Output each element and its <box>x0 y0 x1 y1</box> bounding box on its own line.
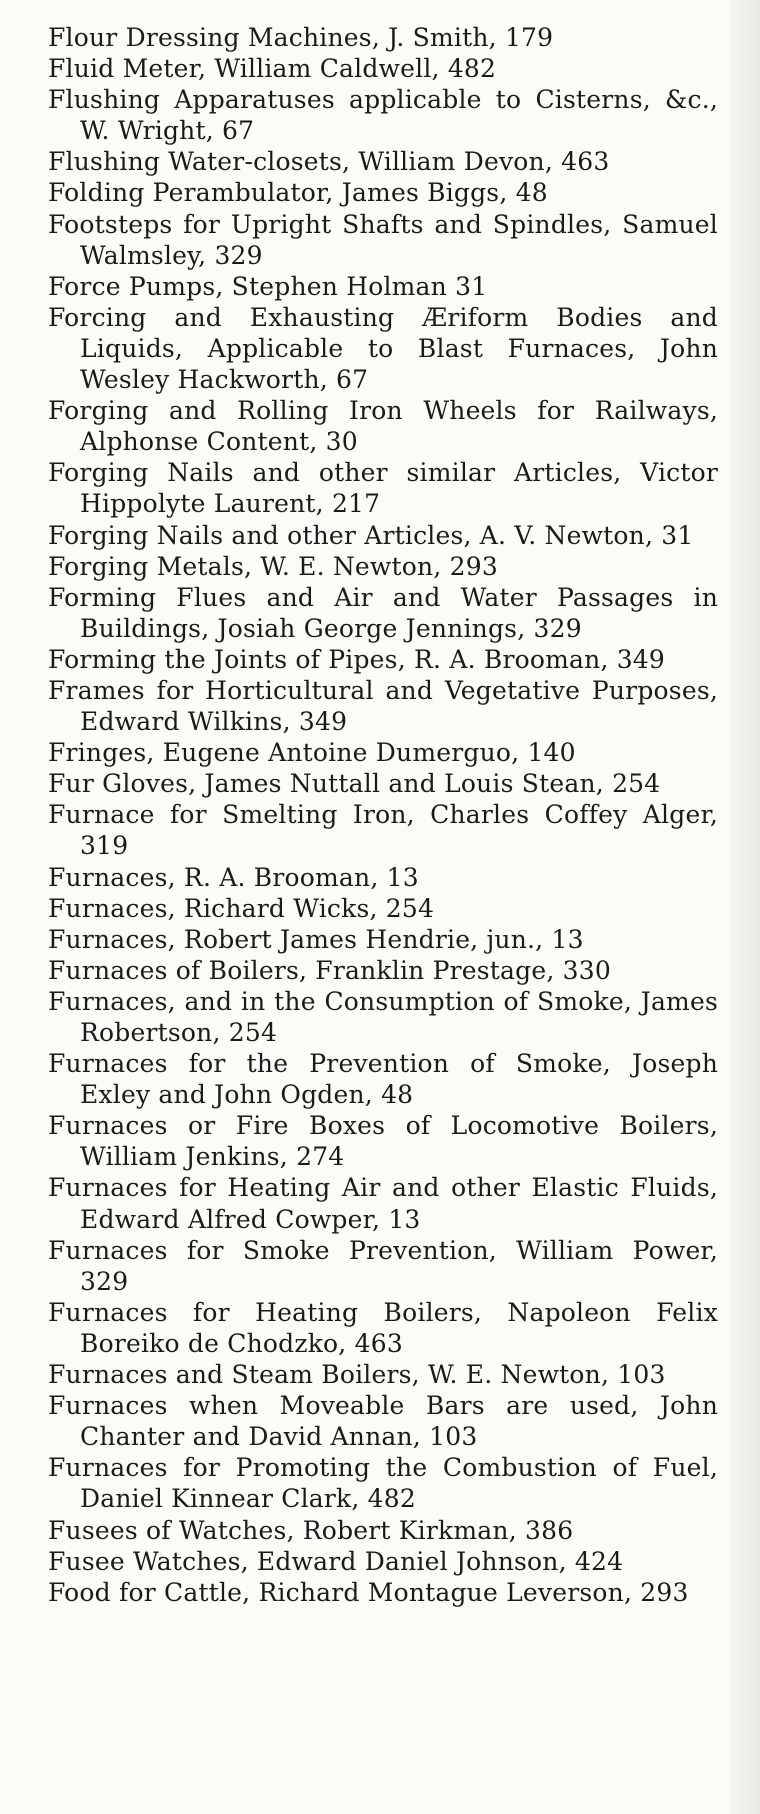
index-entry: Flushing Water-closets, William Devon, 463 <box>48 147 610 177</box>
index-entry: Forging Nails and other Articles, A. V. Newton, 31 <box>48 520 694 550</box>
index-column <box>48 22 718 1608</box>
index-entry: Fusee Watches, Edward Daniel Johnson, 424 <box>48 1546 624 1576</box>
index-entry: Furnaces for Promoting the Combustion of Fuel, Daniel Kinnear Clark, 482 <box>48 1453 718 1514</box>
index-entry: Fluid Meter, William Caldwell, 482 <box>48 54 497 84</box>
index-entry: Furnace for Smelting Iron, Charles Coffey Alger, 319 <box>48 800 718 861</box>
index-entry: Frames for Horticultural and Vegetative Purposes, Edward Wilkins, 349 <box>48 675 718 737</box>
index-entry: Flushing Apparatuses applicable to Cisterns, &c., W. Wright, 67 <box>48 85 718 146</box>
index-entry: Forming the Joints of Pipes, R. A. Brooman, 349 <box>48 644 666 674</box>
index-entry: Furnaces of Boilers, Franklin Prestage, 330 <box>48 955 611 985</box>
index-entry: Fringes, Eugene Antoine Dumerguo, 140 <box>48 738 576 768</box>
index-entry: Furnaces, Robert James Hendrie, jun., 13 <box>48 924 584 954</box>
index-entry: Furnaces for Heating Boilers, Napoleon Felix Boreiko de Chodzko, 463 <box>48 1297 718 1358</box>
page-edge <box>730 0 760 1814</box>
index-entry: Forging Metals, W. E. Newton, 293 <box>48 551 498 581</box>
index-entry: Forcing and Exhausting Æriform Bodies and Liquids, Applicable to Blast Furnaces, John Wesley Hackworth, 67 <box>48 302 718 395</box>
index-entry: Furnaces, and in the Consumption of Smoke, James Robertson, 254 <box>48 986 718 1047</box>
index-entry: Furnaces or Fire Boxes of Locomotive Boilers, William Jenkins, 274 <box>48 1111 718 1172</box>
index-entry: Furnaces for the Prevention of Smoke, Joseph Exley and John Ogden, 48 <box>48 1049 718 1110</box>
index-entry: Forging Nails and other similar Articles, Victor Hippolyte Laurent, 217 <box>48 458 718 519</box>
index-entry: Fur Gloves, James Nuttall and Louis Stean, 254 <box>48 769 661 799</box>
index-entry: Furnaces when Moveable Bars are used, John Chanter and David Annan, 103 <box>48 1391 718 1452</box>
index-entry: Footsteps for Upright Shafts and Spindles, Samuel Walmsley, 329 <box>48 209 718 270</box>
index-entry: Furnaces, R. A. Brooman, 13 <box>48 862 419 892</box>
index-entry: Forming Flues and Air and Water Passages in Buildings, Josiah George Jennings, 329 <box>48 582 718 643</box>
index-entry: Fusees of Watches, Robert Kirkman, 386 <box>48 1515 574 1545</box>
index-entry: Furnaces, Richard Wicks, 254 <box>48 893 435 923</box>
index-entry: Folding Perambulator, James Biggs, 48 <box>48 178 548 208</box>
index-entry: Forging and Rolling Iron Wheels for Railways, Alphonse Content, 30 <box>48 396 718 457</box>
index-entry: Furnaces for Smoke Prevention, William Power, 329 <box>48 1235 718 1296</box>
index-entry: Food for Cattle, Richard Montague Leverson, 293 <box>48 1577 689 1607</box>
index-entry: Flour Dressing Machines, J. Smith, 179 <box>48 23 554 52</box>
index-entry: Furnaces and Steam Boilers, W. E. Newton, 103 <box>48 1360 666 1390</box>
index-entry: Furnaces for Heating Air and other Elastic Fluids, Edward Alfred Cowper, 13 <box>48 1173 718 1234</box>
index-entry: Force Pumps, Stephen Holman 31 <box>48 271 488 301</box>
